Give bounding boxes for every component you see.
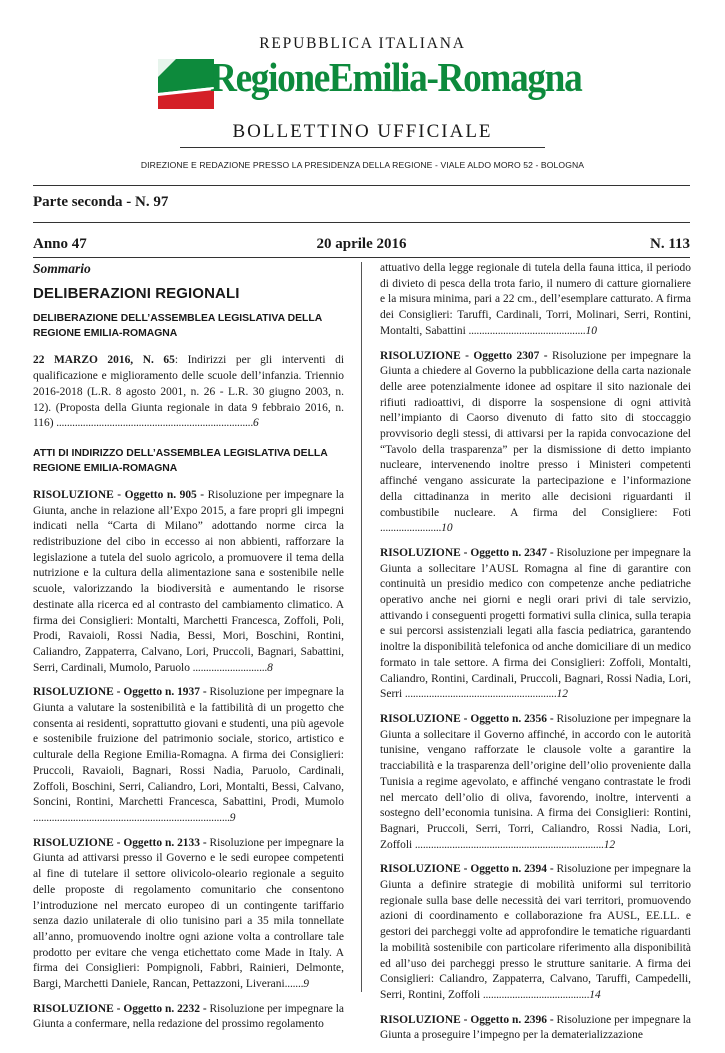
summary-entry[interactable] (380, 546, 691, 703)
entry-lead: RISOLUZIONE - Oggetto n. 2133 - (33, 836, 207, 849)
divider (33, 257, 690, 258)
entry-text: attuativo della legge regionale di tutela della fauna ittica, il periodo di divieto di pesca della trota fario, il numero di catture giornaliere e la misura minima, pari a 22 cm., dell’esemplare catturato. A firma dei Consiglieri: Taruffi, Cardinali, Torri, Molinari, Serri, Rontini, Montalti, Sabattini (380, 262, 691, 337)
entry-page: 9 (229, 811, 236, 824)
entry-leader-dots: ....... (284, 978, 304, 991)
entry-text: Risoluzione per impegnare la Giunta a proseguire l’impegno per la dematerializzazione (380, 1013, 691, 1042)
entry-page: 8 (267, 661, 273, 674)
summary-entry[interactable] (33, 488, 344, 676)
entry-text: Risoluzione per impegnare la Giunta a sollecitare il Governo affinché, in accordo con le autorità tunisine, vengano rafforzate le clausole volte a garantire la tracciabilità e la trasparenza dell’origine dell’olio proveniente dalla Tunisia a regime agevolato, e affinché vengano contrastate le frodi nel mercato dell’olio di oliva, favorendo, inoltre, interventi a sostegno dell’economia tunisina. A firma dei Consiglieri: Rontini, Bagnari, Pruccoli, Serri, Torri, Caliandro, Rossi Nadia, Lori, Zoffoli (380, 712, 691, 851)
summary-heading: Sommario (33, 261, 91, 276)
issue-date: 20 aprile 2016 (316, 236, 407, 252)
entry-leader-dots: ....................................................................... (412, 838, 604, 851)
entry-page: 12 (603, 838, 616, 851)
entry-lead: RISOLUZIONE - Oggetto n. 2396 - (380, 1013, 554, 1026)
entry-lead: RISOLUZIONE - Oggetto n. 2347 - (380, 546, 554, 559)
entry-page: 9 (303, 978, 309, 991)
entry-leader-dots: ......................................................... (402, 688, 557, 701)
entry-lead: RISOLUZIONE - Oggetto n. 2232 - (33, 1002, 207, 1015)
entry-lead: RISOLUZIONE - Oggetto n. 1937 - (33, 686, 207, 699)
entry-text: Risoluzione per impegnare la Giunta, anche in relazione all’Expo 2015, a fare propri gli impegni indicati nella “Carta di Milano” adottando norme circa la redistribuzione del cibo in eccesso ai non abbienti, rafforzare la legislazione a tutela del suolo agricolo, a promuovere il tema della nutrizione e la cultura della alimentazione sana e sostenibile nelle scuole, valorizzando la biodiversità e aumentando le risorse destinate alla ricerca ed al contrasto del cambiamento climatico. A firma dei Consiglieri: Montalti, Marchetti Francesca, Zoffoli, Poli, Prodi, Ravaioli, Rossi Nadia, Bessi, Mori, Boschini, Rontini, Caliandro, Zappaterra, Calvano, Lori, Pruccoli, Bagnari, Sabattini, Serri, Cardinali, Mumolo, Paruolo (33, 488, 344, 674)
summary-right-column (380, 261, 691, 1053)
issue-year: Anno 47 (33, 236, 87, 252)
summary-left-column (33, 261, 344, 1042)
entry-leader-dots: ........................................ (480, 988, 590, 1001)
entry-lead: RISOLUZIONE - Oggetto 2307 - (380, 349, 548, 362)
issue-number: N. 113 (649, 236, 690, 252)
entry-page: 12 (556, 688, 568, 701)
entry-page: 10 (441, 522, 453, 535)
issue-info (33, 236, 690, 256)
summary-entry[interactable] (33, 685, 344, 826)
summary-entry[interactable] (380, 1013, 691, 1044)
masthead (0, 0, 725, 185)
entry-text: Risoluzione per impegnare la Giunta a valutare la sostenibilità e la fattibilità di un progetto che consenta ai residenti, soprattutto giovani e studenti, una più agevole e sostenibile fruizione del patrimonio sociale, storico, artistico e culturale della Regione Emilia-Romagna. A firma dei Consiglieri: Pruccoli, Ravaioli, Bagnari, Rossi Nadia, Paruolo, Cardinali, Zoffoli, Boschini, Serri, Caliandro, Lori, Montalti, Bessi, Calvano, Soncini, Rontini, Marchetti Francesca, Sabattini, Prodi, Mumolo (33, 686, 344, 809)
divider (180, 147, 545, 148)
entry-leader-dots: ............................................ (465, 324, 586, 337)
entry-leader-dots: ............................ (189, 661, 268, 674)
column-divider (361, 262, 362, 992)
subsection-title: ATTI DI INDIRIZZO DELL’ASSEMBLEA LEGISLATIVA DELLA REGIONE EMILIA-ROMAGNA (33, 447, 328, 474)
summary-entry[interactable] (33, 836, 344, 993)
region-logo (158, 54, 582, 113)
entry-text: Risoluzione per impegnare la Giunta a sollecitare l’AUSL Romagna al fine di garantire con continuità un presidio medico con competenze anche pediatriche operativo anche nei giorni e negli orari privi di tale servizio, attivando i conseguenti progetti formativi sulla clinica, sulla terapia e sui percorsi assistenziali legati alla fascia pediatrica, garantendo inoltre la disponibilità telefonica od anche domiciliare di un medico formato in tale settore. A firma dei Consiglieri: Zoffoli, Montalti, Caliandro, Rontini, Cardinali, Pruccoli, Bagnari, Rossi Nadia, Lori, Serri (380, 546, 691, 701)
summary-entry[interactable] (380, 261, 691, 340)
part-number: Parte seconda - N. 97 (33, 194, 169, 210)
entry-text: Risoluzione per impegnare la Giunta a definire strategie di mobilità uniformi sul territorio regionale sulla base delle necessità dei vari territori, promuovendo azioni di coordinamento e collaborazione fra AUSL, EE.LL. e gestori dei parcheggi volte ad approfondire le tematiche riguardanti la mobilità sostenibile con particolare riferimento alla disponibilità ed all’uso dei parcheggi presso le strutture sanitarie. A firma dei Consiglieri: Caliandro, Zappaterra, Calvano, Taruffi, Campedelli, Serri, Rontini, Zoffoli (380, 863, 691, 1001)
divider (33, 185, 690, 186)
divider (33, 222, 690, 223)
entry-lead: 22 MARZO 2016, N. 65 (33, 354, 175, 367)
region-flag-icon (158, 57, 214, 109)
entry-page: 14 (589, 988, 601, 1001)
entry-lead: RISOLUZIONE - Oggetto n. 905 - (33, 488, 205, 501)
region-name: RegioneEmilia-Romagna (210, 54, 582, 100)
summary-entry[interactable] (33, 353, 344, 432)
entry-lead: RISOLUZIONE - Oggetto n. 2356 - (380, 712, 554, 725)
entry-text: Risoluzione per impegnare la Giunta a chiedere al Governo la pubblicazione della carta nazionale delle aree potenzialmente idonee ad ospitare il sito nazionale dei rifiuti radioattivi, di disporre la sospensione di ogni attività nell’impianto di Caorso divenuto di fatto sito di stoccaggio provvisorio degli stessi, di attivarsi per la rapida convocazione del “Tavolo della trasparenza” per la dismissione di detto impianto nucleare, intervenendo inoltre presso i Ministeri competenti affinché vengano assicurate la partecipazione e l’informazione della cittadinanza in merito alle decisioni riguardanti il combustibile nucleare. A firma del Consigliere: Foti (380, 349, 691, 519)
bulletin-title: BOLLETTINO UFFICIALE (232, 121, 493, 142)
editorial-address: DIREZIONE E REDAZIONE PRESSO LA PRESIDENZA DELLA REGIONE - VIALE ALDO MORO 52 - BOLOGNA (140, 160, 585, 170)
entry-page: 6 (253, 417, 259, 430)
entry-text: Risoluzione per impegnare la Giunta a confermare, nella redazione del prossimo regolamento (33, 1002, 344, 1031)
entry-leader-dots: ....................... (380, 522, 442, 535)
entry-leader-dots: .......................................................................... (33, 811, 230, 824)
summary-entry[interactable] (33, 1002, 344, 1033)
entry-page: 10 (585, 324, 597, 337)
summary-entry[interactable] (380, 862, 691, 1003)
entry-lead: RISOLUZIONE - Oggetto n. 2394 - (380, 863, 554, 876)
subsection-title: DELIBERAZIONE DELL’ASSEMBLEA LEGISLATIVA DELLA REGIONE EMILIA-ROMAGNA (33, 313, 322, 340)
entry-text: : Indirizzi per gli interventi di qualificazione e miglioramento delle scuole dell’infanzia. Triennio 2016-2018 (L.R. 8 agosto 2001, n. 26 - L.R. 30 giugno 2003, n. 12). (Proposta della Giunta regionale in data 9 febbraio 2016, n. 116) (33, 354, 344, 430)
entry-text: Risoluzione per impegnare la Giunta ad attivarsi presso il Governo e le sedi europee competenti al fine di tutelare il settore olivicolo-oleario regionale a seguito delle proposte di regolamento comunitario che consentono l’introduzione nel mercato europeo di un contingente tariffario senza dazio unilaterale di olio tunisino pari a 35 mila tonnellate all’anno, promuovendo inoltre ogni azione volta a controllare tale prodotto per evitare che venga etichettato come Made in Italy. A firma dei Consiglieri: Pompignoli, Fabbri, Rainieri, Delmonte, Bargi, Marchetti Daniele, Rancan, Pettazzoni, Liverani (33, 836, 344, 991)
section-title: DELIBERAZIONI REGIONALI (33, 284, 240, 302)
entry-leader-dots: .......................................................................... (53, 417, 254, 430)
summary-entry[interactable] (380, 349, 691, 537)
summary-entry[interactable] (380, 712, 691, 853)
republic-heading: REPUBBLICA ITALIANA (259, 35, 466, 52)
